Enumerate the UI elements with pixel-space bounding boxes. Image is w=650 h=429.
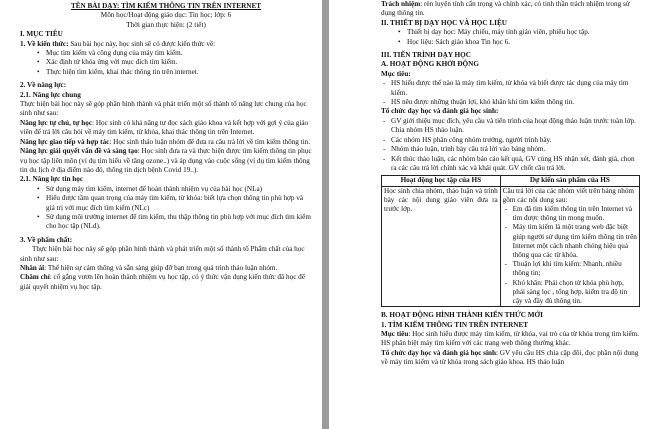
lesson-title: TÊN BÀI DẠY: TÌM KIẾM THÔNG TIN TRÊN INTERNET: [70, 2, 262, 10]
subject-line: Môn học/Hoạt động giáo dục: Tin học; lớp: 6: [100, 11, 232, 20]
list-item: - Nhóm thảo luận, trình bày câu trả lời vào bảng nhóm.: [391, 145, 640, 154]
general-competence-text: Thực hiện bài học này sẽ góp phần hình thành và phát triển một số thành tố năng lực chung của học sinh như sau:: [20, 100, 307, 118]
goal-list: [381, 79, 640, 107]
organization-list: [381, 117, 640, 173]
list-item: • Thiết bị dạy học: Máy chiếu, máy tính giáo viên, phiếu học tập.: [407, 28, 640, 37]
heading-process: III. TIẾN TRÌNH DẠY HỌC: [381, 51, 471, 60]
heading-goal: Mục tiêu:: [381, 69, 411, 78]
qualities-intro: Thực hiện bài học này sẽ góp phần hình thành và phát triển một số thành tố Phẩm chất của học sinh như sau:: [20, 245, 305, 263]
list-item: - Máy tìm kiếm là một trang web đặc biệt giúp người sử dụng tìm kiếm thông tin trên Internet một cách nhanh chóng hiệu quả thông qua các từ khóa.: [513, 223, 637, 260]
knowledge-list: [20, 49, 312, 77]
heading-search-info: 1. TÌM KIẾM THÔNG TIN TRÊN INTERNET: [381, 320, 529, 329]
table-header-product: Dự kiến sản phẩm của HS: [500, 176, 639, 186]
list-item: - Các nhóm HS phân công nhóm trưởng, người trình bày.: [391, 136, 640, 145]
self-study-paragraph: Năng lực tự chủ, tự học: Học sinh có khả năng tự đọc sách giáo khoa và kết hợp với gợi ý của giáo viên để trả lời câu hỏi về máy tìm kiếm, từ khóa, khai thác thông tin trên Internet.: [20, 118, 309, 137]
heading-qualities: 3. Về phẩm chất:: [20, 235, 73, 244]
list-item: - Thuận lợi khi tìm kiếm: Nhanh, nhiều thông tin;: [513, 260, 637, 278]
heading-it-competence: 2.1. Năng lực tin học: [20, 175, 84, 184]
list-item: - HS hiểu được thế nào là máy tìm kiếm, từ khóa và biết được tác dụng của máy tìm kiếm.: [391, 79, 640, 98]
list-item: • Thực hiện tìm kiếm, khai thác thông tin trên internet.: [46, 68, 312, 77]
product-list: [503, 205, 637, 306]
b-goal-paragraph: Mục tiêu: Học sinh hiểu được máy tìm kiếm, từ khóa, vai trò của từ khóa trong tìm kiếm. HS phân biệt máy tìm kiếm với các trang web thông thường khác.: [381, 329, 640, 348]
heading-equipment: II. THIẾT BỊ DẠY HỌC VÀ HỌC LIỆU: [381, 18, 507, 27]
equipment-list: [381, 28, 640, 47]
time-line: Thời gian thực hiện: (2 tiết): [126, 20, 206, 29]
list-item: • Hiểu được tầm quan trọng của máy tìm kiếm, từ khóa: biết lựa chọn thông tin phù hợp và giá trị với mục đích tìm kiếm (NLc): [46, 194, 312, 213]
heading-objectives: I. MỤC TIÊU: [20, 30, 63, 39]
heading-new-knowledge: B. HOẠT ĐỘNG HÌNH THÀNH KIẾN THỨC MỚI: [381, 311, 543, 320]
it-competence-list: [20, 185, 312, 232]
heading-competence: 2. Về năng lực:: [20, 81, 67, 90]
activity-table: [381, 175, 640, 307]
list-item: • Mục tìm kiếm và công dụng của máy tìm kiếm.: [46, 49, 312, 58]
heading-knowledge: 1. Về kiến thức:: [20, 39, 69, 48]
list-item: • Sử dụng môi trường internet để tìm kiếm, thu thập thông tin phù hợp với mục đích tìm kiếm cho học tập (NLd).: [46, 213, 312, 232]
problem-solving-paragraph: Năng lực giải quyết vấn đề và sáng tạo: Học sinh đưa ra và thực hiện được tìm kiếm thông tin phục vụ học tập liên môn (ví dụ tìm hiểu về tăng ozone..) và áp dụng vào cuộc sống (ví dụ tìm kiếm thông tin du lịch ở địa điểm nào đó, thông tin dịch bệnh Covid 19..).: [20, 147, 312, 174]
b-organization-paragraph: Tổ chức dạy học và đánh giá học sinh: GV yêu cầu HS chia cặp đôi, đọc phần nội dung về máy tìm kiếm và từ khóa trong sách giáo khoa. HS thảo luận: [381, 348, 639, 367]
list-item: - Khó khăn: Phải chọn từ khóa phù hợp, phải sàng lọc , tổng hợp, kiểm tra độ tin cậy và đầy đủ thông tin.: [513, 279, 637, 307]
list-item: • Học liệu: Sách giáo khoa Tin học 6.: [407, 38, 640, 47]
heading-general-competence: 2.1. Năng lực chung: [20, 90, 81, 99]
list-item: - GV giới thiệu mục đích, yêu cầu và tiến trình của hoạt động thảo luận trước toàn lớp. Chia nhóm HS thảo luận.: [391, 117, 640, 136]
table-row: [382, 186, 640, 307]
page-left: [0, 0, 322, 429]
communication-paragraph: Năng lực giao tiếp và hợp tác: Học sinh thảo luận nhóm để đưa ra câu trả lời về tìm kiếm thông tin.: [20, 137, 311, 146]
list-item: - Em đã tìm kiếm thông tin trên Internet và tìm được thông tin mong muốn.: [513, 205, 637, 223]
diligence-paragraph: Chăm chỉ: cố gắng vươn lên hoàn thành nhiệm vụ học tập, có ý thức vận dụng kiến thức đã học để giải quyết nhiệm vụ học tập.: [20, 273, 305, 291]
list-item: - Kết thúc thảo luận, các nhóm báo cáo kết quả, GV cùng HS nhận xét, đánh giá, chọn ra các câu trả lời chính xác và khái quát. GV chốt câu trả lời.: [391, 155, 640, 174]
table-cell-activity: Học sinh chia nhóm, thảo luận và trình bày các nội dung giáo viên đưa ra trước lớp.: [382, 186, 501, 307]
page-right: [329, 0, 650, 429]
knowledge-intro: 1. Về kiến thức: Sau bài học này, học sinh sẽ có được kiến thức về:: [20, 39, 216, 48]
table-cell-product: Câu trả lời của các nhóm viết trên bảng nhóm gồm các nội dung sau: - Em đã tìm kiếm thông tin trên Internet và tìm được thông tin mong muốn. - Máy tìm kiếm là một trang web đặc biệt giúp người sử dụng tìm kiếm thông tin trên Internet một cách nhanh chóng hiệu quả thông qua các từ khóa. - Thuận lợi khi tìm kiếm: Nhanh, nhiều thông tin; - Khó khăn: Phải chọn từ khóa phù hợp, phải sàng lọc , tổng hợp, kiểm tra độ tin cậy và đầy đủ thông tin.: [500, 186, 639, 307]
list-item: - HS nêu được những thuận lợi, khó khăn khi tìm kiếm thông tin.: [391, 98, 640, 107]
responsibility-paragraph: Trách nhiệm: rèn luyện tính cẩn trọng và chính xác, có tinh thần trách nhiệm trong sử dụng thông tin.: [381, 0, 630, 18]
list-item: • Sử dụng máy tìm kiếm, internet để hoàn thành nhiệm vụ của bài học (NLa): [46, 185, 312, 194]
heading-organization: Tổ chức dạy học và đánh giá học sinh:: [381, 107, 499, 116]
kindness-paragraph: Nhân ái: Thể hiện sự cảm thông và sẵn sàng giúp đỡ bạn trong quá trình thảo luận nhóm.: [20, 263, 278, 272]
table-header-activity: Hoạt động học tập của HS: [382, 176, 501, 186]
list-item: • Xác định từ khóa ứng với mục đích tìm kiếm.: [46, 58, 312, 67]
heading-warmup: A. HOẠT ĐỘNG KHỞI ĐỘNG: [381, 60, 479, 69]
